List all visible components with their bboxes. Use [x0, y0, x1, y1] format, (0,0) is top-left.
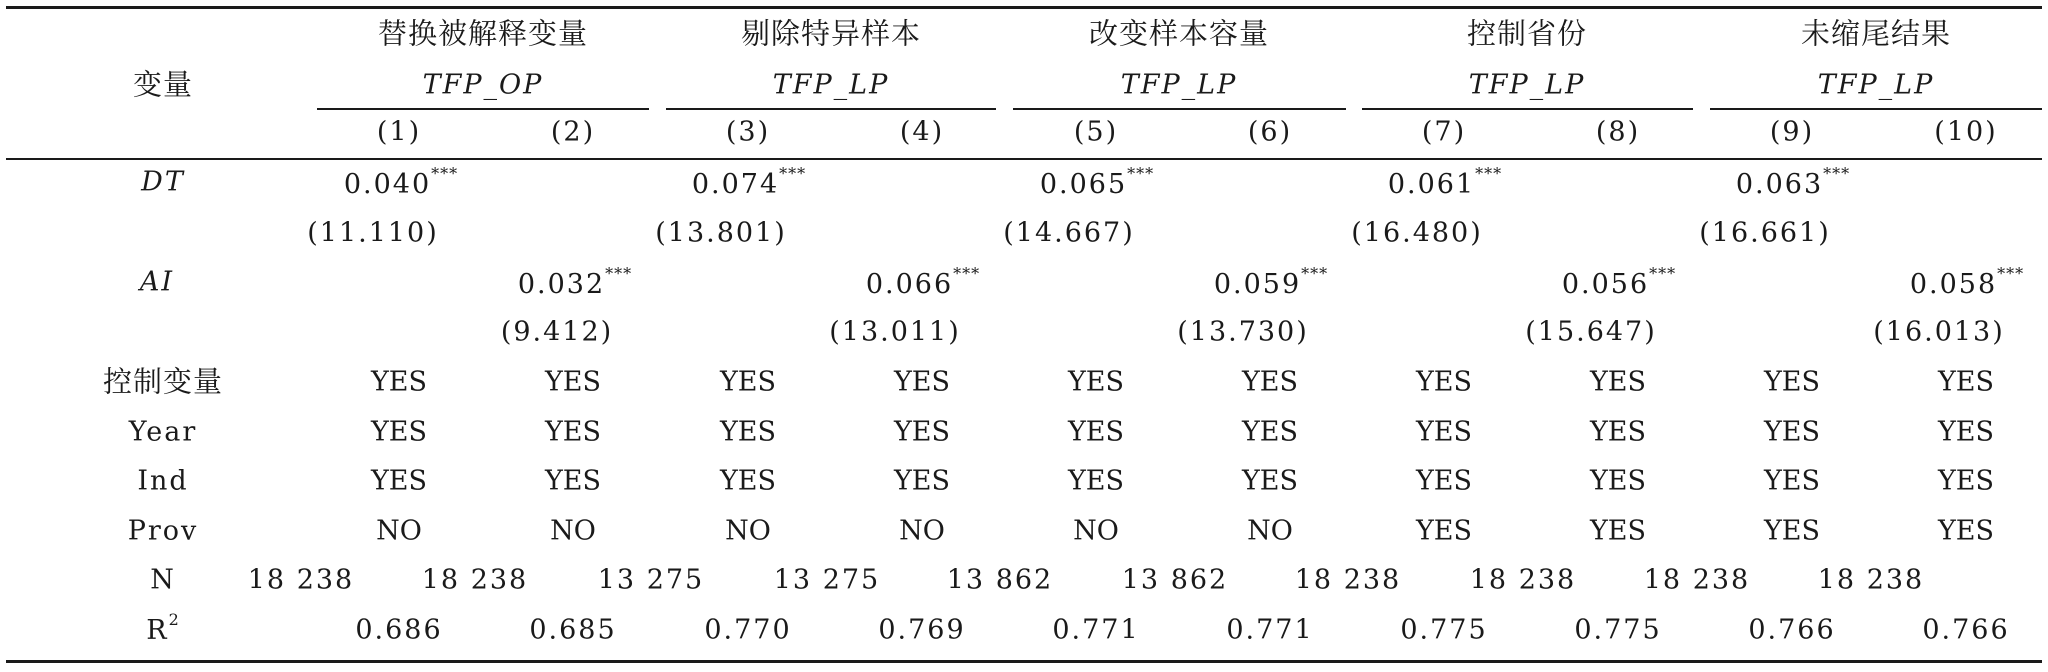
ind-value: YES [1415, 465, 1473, 497]
n-value: 18 238 [1643, 564, 1751, 596]
ind-value: YES [1589, 465, 1647, 497]
r2-value: 0.770 [704, 614, 792, 646]
year-value: YES [893, 416, 951, 448]
row-label-ind: Ind [137, 465, 189, 497]
row-label-year: Year [128, 416, 198, 448]
controls-value: YES [1067, 366, 1125, 398]
ai-coefficient: 0.058*** [1909, 264, 2025, 300]
ind-value: YES [1763, 465, 1821, 497]
prov-value: NO [1247, 515, 1293, 547]
top-rule [6, 6, 2042, 9]
ai-coefficient: 0.032*** [517, 264, 633, 300]
controls-value: YES [1937, 366, 1995, 398]
n-value: 18 238 [421, 564, 529, 596]
ind-value: YES [370, 465, 428, 497]
year-value: YES [719, 416, 777, 448]
n-value: 18 238 [247, 564, 355, 596]
year-value: YES [1241, 416, 1299, 448]
group-subtitle-3: TFP_LP [1120, 69, 1238, 101]
ind-value: YES [719, 465, 777, 497]
dt-coefficient: 0.040*** [343, 164, 459, 200]
controls-value: YES [370, 366, 428, 398]
r2-value: 0.685 [529, 614, 617, 646]
prov-value: YES [1937, 515, 1995, 547]
r2-value: 0.766 [1748, 614, 1836, 646]
group-title-1: 替换被解释变量 [377, 16, 589, 51]
n-value: 13 862 [946, 564, 1054, 596]
ai-coefficient: 0.059*** [1213, 264, 1329, 300]
column-number: (4) [899, 116, 945, 148]
group-underline-5 [1710, 108, 2042, 110]
dt-t-statistic: (11.110) [307, 217, 439, 249]
dt-t-statistic: (16.480) [1351, 217, 1483, 249]
ind-value: YES [544, 465, 602, 497]
prov-value: NO [899, 515, 945, 547]
row-label-controls: 控制变量 [102, 364, 224, 399]
ai-coefficient: 0.056*** [1561, 264, 1677, 300]
year-value: YES [1067, 416, 1125, 448]
ai-t-statistic: (13.730) [1177, 316, 1309, 348]
ai-coefficient: 0.066*** [865, 264, 981, 300]
column-number: (10) [1934, 116, 1998, 148]
ind-value: YES [893, 465, 951, 497]
group-underline-3 [1013, 108, 1346, 110]
prov-value: YES [1589, 515, 1647, 547]
prov-value: NO [725, 515, 771, 547]
year-value: YES [544, 416, 602, 448]
prov-value: NO [376, 515, 422, 547]
header-rule [6, 158, 2042, 160]
row-label-ai: AI [139, 266, 175, 298]
row-label-n: N [150, 564, 176, 596]
group-title-3: 改变样本容量 [1088, 16, 1270, 51]
group-underline-4 [1362, 108, 1693, 110]
ai-t-statistic: (16.013) [1873, 316, 2005, 348]
year-value: YES [1589, 416, 1647, 448]
prov-value: NO [1073, 515, 1119, 547]
column-number: (9) [1769, 116, 1815, 148]
n-value: 13 862 [1121, 564, 1229, 596]
ind-value: YES [1241, 465, 1299, 497]
column-number: (2) [550, 116, 596, 148]
group-subtitle-5: TFP_LP [1817, 69, 1935, 101]
row-label-r2: $R^2$ [146, 610, 180, 646]
r2-value: 0.771 [1052, 614, 1140, 646]
controls-value: YES [893, 366, 951, 398]
controls-value: YES [544, 366, 602, 398]
r2-value: 0.775 [1574, 614, 1662, 646]
dt-coefficient: 0.061*** [1387, 164, 1503, 200]
column-number: (5) [1073, 116, 1119, 148]
group-subtitle-2: TFP_LP [772, 69, 890, 101]
group-underline-2 [666, 108, 996, 110]
ai-t-statistic: (13.011) [829, 316, 961, 348]
year-value: YES [1415, 416, 1473, 448]
column-number: (1) [376, 116, 422, 148]
dt-coefficient: 0.063*** [1735, 164, 1851, 200]
controls-value: YES [719, 366, 777, 398]
n-value: 13 275 [597, 564, 705, 596]
year-value: YES [370, 416, 428, 448]
dt-t-statistic: (16.661) [1699, 217, 1831, 249]
n-value: 18 238 [1294, 564, 1402, 596]
r2-value: 0.766 [1922, 614, 2010, 646]
column-number: (3) [725, 116, 771, 148]
ind-value: YES [1937, 465, 1995, 497]
group-title-2: 剔除特异样本 [740, 16, 922, 51]
row-label-dt: DT [141, 166, 185, 198]
prov-value: YES [1763, 515, 1821, 547]
ai-t-statistic: (15.647) [1525, 316, 1657, 348]
group-subtitle-4: TFP_LP [1468, 69, 1586, 101]
dt-t-statistic: (14.667) [1003, 217, 1135, 249]
controls-value: YES [1589, 366, 1647, 398]
dt-coefficient: 0.065*** [1039, 164, 1155, 200]
ind-value: YES [1067, 465, 1125, 497]
r2-value: 0.769 [878, 614, 966, 646]
group-title-5: 未缩尾结果 [1800, 16, 1952, 51]
prov-value: YES [1415, 515, 1473, 547]
column-number: (8) [1595, 116, 1641, 148]
column-number: (6) [1247, 116, 1293, 148]
ai-t-statistic: (9.412) [500, 316, 614, 348]
dt-coefficient: 0.074*** [691, 164, 807, 200]
group-subtitle-1: TFP_OP [422, 69, 544, 101]
n-value: 13 275 [773, 564, 881, 596]
controls-value: YES [1763, 366, 1821, 398]
r2-value: 0.686 [355, 614, 443, 646]
n-value: 18 238 [1469, 564, 1577, 596]
year-value: YES [1937, 416, 1995, 448]
r2-value: 0.771 [1226, 614, 1314, 646]
r2-value: 0.775 [1400, 614, 1488, 646]
prov-value: NO [550, 515, 596, 547]
dt-t-statistic: (13.801) [655, 217, 787, 249]
row-label-prov: Prov [127, 515, 199, 547]
year-value: YES [1763, 416, 1821, 448]
controls-value: YES [1415, 366, 1473, 398]
column-number: (7) [1421, 116, 1467, 148]
variable-header: 变量 [132, 67, 194, 102]
n-value: 18 238 [1817, 564, 1925, 596]
group-title-4: 控制省份 [1466, 16, 1588, 51]
bottom-rule [6, 660, 2042, 663]
group-underline-1 [317, 108, 649, 110]
controls-value: YES [1241, 366, 1299, 398]
